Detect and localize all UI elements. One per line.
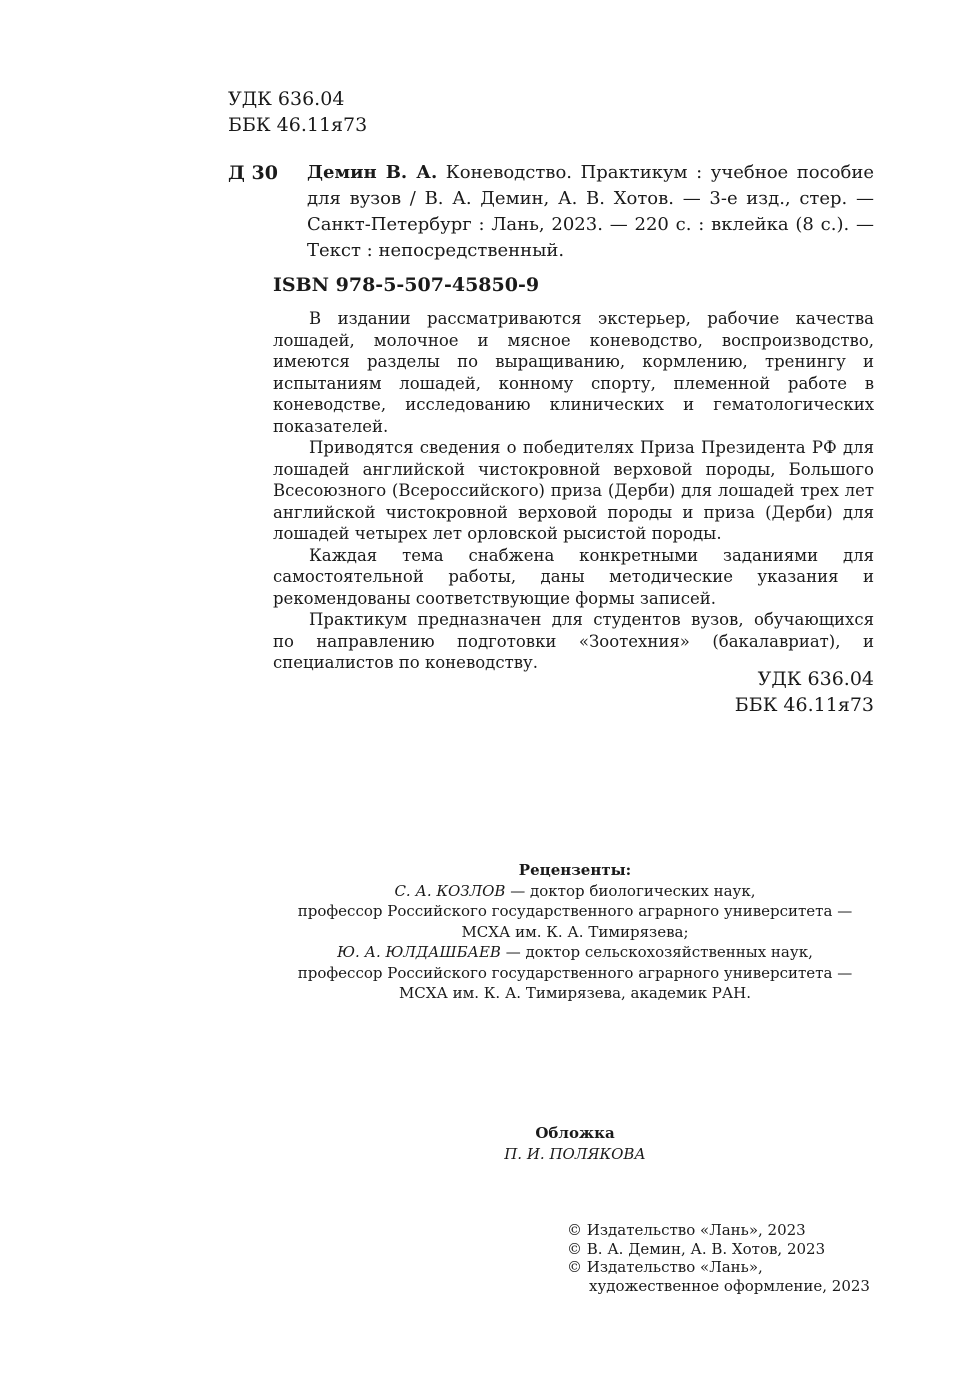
- udk-code: УДК 636.04: [757, 668, 874, 690]
- cover-designer: П. И. ПОЛЯКОВА: [504, 1144, 646, 1163]
- bbk-code: ББК 46.11я73: [228, 114, 368, 136]
- author-sign: Д 30: [228, 162, 278, 184]
- cover-heading: Обложка: [535, 1124, 615, 1142]
- annotation-paragraph: Практикум предназначен для студентов вузов, обучающихся по направлению подготовки «Зоотехния» (бакалавриат), и специалистов по коневодству.: [273, 610, 874, 672]
- cover-credit: [275, 1123, 875, 1164]
- annotation-paragraph: В издании рассматриваются экстерьер, рабочие качества лошадей, молочное и мясное коневодство, воспроизводство, имеются разделы по выращиванию, кормлению, тренингу и испытаниям лошадей, конному спорту, племенной работе в коневодстве, исследованию клинических и гематологических показателей.: [273, 309, 874, 436]
- udk-bbk-top: [228, 86, 367, 138]
- reviewer-degree: — доктор биологических наук,: [510, 881, 756, 900]
- reviewer-1: [275, 881, 875, 902]
- annotation: [273, 308, 874, 674]
- bbk-code: ББК 46.11я73: [734, 694, 874, 716]
- reviewer-affiliation: профессор Российского государственного аграрного университета —: [297, 902, 853, 920]
- isbn: ISBN 978-5-507-45850-9: [273, 274, 540, 296]
- copyright-line: © Издательство «Лань»,: [567, 1258, 763, 1276]
- entry-text: Коневодство. Практикум : учебное пособие для вузов / В. А. Демин, А. В. Хотов. — 3-е изд., стер. — Санкт-Петербург : Лань, 2023. — 220 с. : вклейка (8 с.). — Текст : непосредственный.: [307, 162, 874, 261]
- copyright-line: © В. А. Демин, А. В. Хотов, 2023: [567, 1239, 826, 1258]
- author-name: Демин В. А.: [307, 162, 438, 183]
- udk-code: УДК 636.04: [228, 88, 345, 110]
- reviewer-degree: — доктор сельскохозяйственных наук,: [505, 943, 813, 961]
- reviewer-affiliation: профессор Российского государственного аграрного университета —: [297, 963, 853, 982]
- reviewer-name: С. А. КОЗЛОВ: [394, 881, 506, 900]
- copyright-block: [567, 1221, 887, 1295]
- udk-bbk-bottom: [735, 666, 874, 718]
- annotation-paragraph: Приводятся сведения о победителях Приза Президента РФ для лошадей английской чистокровной верховой породы, Большого Всесоюзного (Всероссийского) приза (Дерби) для лошадей трех лет английской чистокровной верховой породы и приза (Дерби) для лошадей четырех лет орловской рысистой породы.: [273, 438, 874, 543]
- reviewer-affiliation: МСХА им. К. А. Тимирязева, академик РАН.: [398, 984, 752, 1002]
- bibliographic-entry: [307, 160, 874, 264]
- reviewer-name: Ю. А. ЮЛДАШБАЕВ: [337, 943, 501, 961]
- reviewers-heading: Рецензенты:: [518, 861, 632, 879]
- copyright-line: © Издательство «Лань», 2023: [567, 1221, 806, 1239]
- copyright-line: художественное оформление, 2023: [589, 1276, 870, 1295]
- reviewers-block: [275, 860, 875, 1004]
- reviewer-2: [275, 942, 875, 963]
- reviewer-affiliation: МСХА им. К. А. Тимирязева;: [461, 922, 689, 941]
- annotation-paragraph: Каждая тема снабжена конкретными заданиями для самостоятельной работы, даны методические указания и рекомендованы соответствующие формы записей.: [273, 545, 874, 608]
